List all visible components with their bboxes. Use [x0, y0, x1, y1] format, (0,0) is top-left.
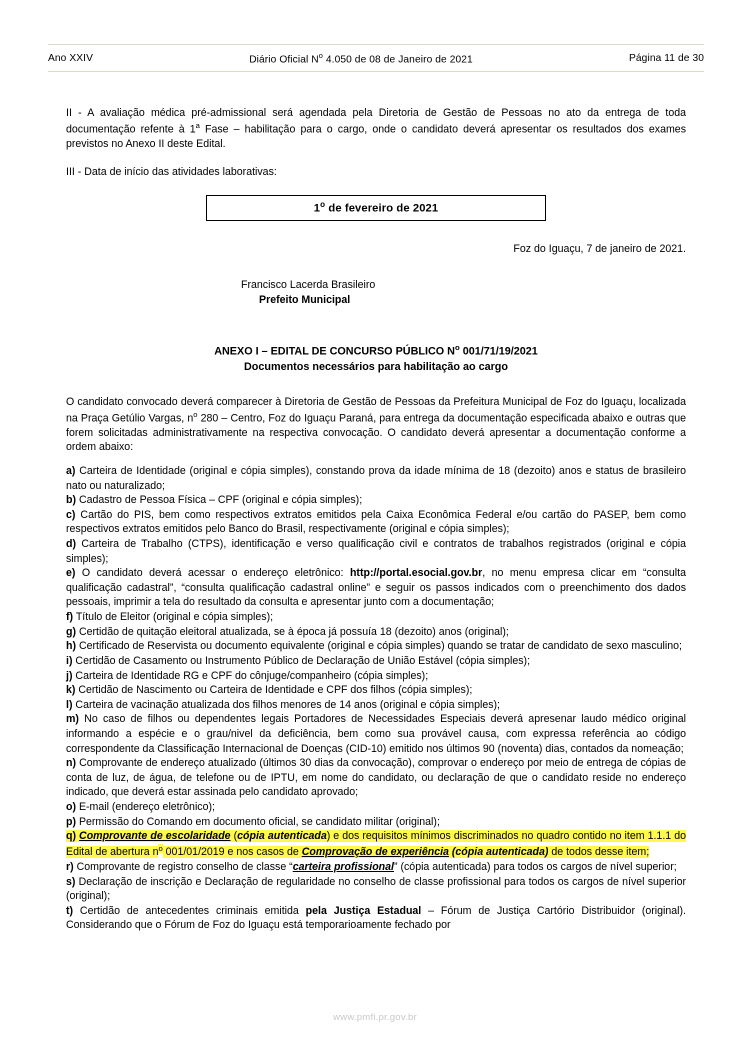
list-item: [66, 654, 686, 669]
item-r-emphasis-carteira: carteira profissional: [292, 860, 394, 873]
start-date-pre: 1: [313, 202, 321, 215]
intro-superscript: o: [193, 409, 198, 419]
item-label-p: p): [66, 815, 76, 828]
list-item: [66, 698, 686, 713]
annex-title: [66, 342, 686, 375]
item-label-t: t): [66, 904, 74, 917]
item-text-e-part1: O candidato deverá acessar o endereço eletrônico:: [75, 567, 350, 580]
clause-II-superscript: a: [195, 120, 200, 130]
list-item: [66, 683, 686, 698]
item-label-c: c): [66, 508, 76, 521]
item-r-text2: ” (cópia autenticada) para todos os cargos de nível superior;: [394, 860, 677, 873]
item-text-a: Carteira de Identidade (original e cópia simples), constando prova da idade mínima de 18 (dezoito) anos e status de brasileiro nato ou naturalizado;: [66, 464, 686, 492]
footer-url: www.pmfi.pr.gov.br: [333, 1012, 417, 1023]
item-text-k: Certidão de Nascimento ou Carteira de Identidade e CPF dos filhos (cópia simples);: [75, 684, 473, 697]
intro-paragraph: [66, 395, 686, 455]
item-label-q: q): [66, 830, 76, 843]
header-year: Ano XXIV: [48, 52, 93, 64]
document-body: [66, 106, 686, 933]
annex-title-line1: [66, 342, 686, 360]
item-text-o: E-mail (endereço eletrônico);: [76, 801, 215, 813]
item-q-text5: de todos desse item;: [548, 846, 650, 859]
list-item: [66, 815, 686, 830]
item-label-b: b): [66, 494, 76, 507]
list-item: [66, 639, 686, 654]
item-text-b: Cadastro de Pessoa Física – CPF (original e cópia simples);: [76, 494, 363, 507]
item-t-text1: Certidão de antecedentes criminais emitida: [73, 904, 306, 917]
list-item: [66, 464, 686, 493]
item-label-m: m): [66, 713, 79, 726]
item-text-j: Carteira de Identidade RG e CPF do cônjuge/companheiro (cópia simples);: [72, 669, 429, 682]
item-q-superscript: o: [158, 843, 163, 853]
clause-II-part2: Fase – habilitação para o cargo, onde o candidato deverá apresentar os resultados dos exames previstos no Anexo II deste Edital.: [66, 123, 686, 150]
item-label-i: i): [66, 654, 73, 667]
item-q-emphasis-comprovacao: Comprovação de experiência: [301, 846, 449, 859]
item-t-emphasis-justica: pela Justiça Estadual: [305, 904, 422, 917]
list-item: [66, 712, 686, 756]
item-label-f: f): [66, 611, 74, 624]
start-date-post: de fevereiro de 2021: [325, 202, 439, 215]
list-item: [66, 610, 686, 625]
list-item: [66, 537, 686, 566]
list-item: [66, 493, 686, 508]
signature-name: Francisco Lacerda Brasileiro: [241, 278, 376, 291]
annex-title-pre: ANEXO I – EDITAL DE CONCURSO PÚBLICO N: [214, 345, 455, 358]
clause-II-part1: II - A avaliação médica pré-admissional será agendada pela Diretoria de Gestão de Pessoas no ato da entrega de toda documentação refente à 1: [66, 107, 686, 136]
item-label-g: g): [66, 625, 76, 638]
item-q-emphasis-copia2: (cópia autenticada): [451, 846, 549, 859]
list-item: [66, 566, 686, 610]
clause-II: [66, 106, 686, 151]
item-q-emphasis-escolaridade: Comprovante de escolaridade: [79, 830, 231, 843]
item-text-s: Declaração de inscrição e Declaração de regularidade no conselho de classe profissional para todos os cargos de nível superior (original);: [66, 875, 686, 903]
header-title-superscript: o: [318, 50, 323, 60]
item-text-h: Certificado de Reservista ou documento equivalente (original e cópia simples) quando se tratar de candidato de sexo masculino;: [76, 640, 682, 653]
intro-part1: O candidato convocado deverá comparecer à Diretoria de Gestão de Pessoas da Prefeitura Municipal de Foz do Iguaçu, localizada na Praça Getúlio Vargas, n: [66, 396, 686, 425]
annex-title-post: 001/71/19/2021: [459, 345, 538, 358]
spacer: [66, 151, 686, 165]
page-header: [48, 44, 704, 72]
annex-title-superscript: o: [454, 342, 460, 352]
header-page-number: Página 11 de 30: [629, 52, 704, 64]
annex-title-line2: Documentos necessários para habilitação ao cargo: [243, 360, 509, 373]
list-item: [66, 800, 686, 815]
list-item: [66, 904, 686, 933]
item-label-r: r): [66, 860, 74, 873]
item-text-l: Carteira de vacinação atualizada dos filhos menores de 14 anos (original e cópia simples);: [72, 698, 501, 711]
item-label-j: j): [66, 669, 73, 682]
item-text-g: Certidão de quitação eleitoral atualizada, se à época já possuía 18 (dezoito) anos (original);: [76, 625, 509, 638]
item-text-m: No caso de filhos ou dependentes legais Portadores de Necessidades Especiais deverá apresenar laudo médico original informando a espécie e o grau/nivel da deficiência, bem como sua provável causa, com expressa referência ao código correspondente da Classificação Internacional de Doenças (CID-10) emitido nos últimos 90 (noventa) dias, contados da nomeação;: [66, 713, 686, 755]
header-title-pre: Diário Oficial N: [249, 54, 319, 66]
item-text-d: Carteira de Trabalho (CTPS), identificação e verso qualificação civil e contratos de trabalhos registrados (original e cópia simples);: [66, 538, 686, 565]
spacer: [66, 455, 686, 464]
list-item-highlighted: [66, 829, 686, 860]
list-item: [66, 508, 686, 537]
start-date-box-wrapper: [66, 195, 686, 221]
item-q-text2: ) e dos requisitos mínimos discriminados no quadro contido no item 1.1.1 do Edital de abertura n: [66, 830, 686, 859]
item-r-text1: Comprovante de registro conselho de classe “: [73, 860, 293, 873]
locale-date: Foz do Iguaçu, 7 de janeiro de 2021.: [513, 242, 686, 255]
item-label-h: h): [66, 640, 76, 653]
item-q-text3: 001/01/2019 e nos casos de: [162, 846, 302, 859]
signature-block: [66, 278, 686, 308]
item-label-e: e): [66, 567, 76, 580]
clause-III: III - Data de início das atividades laborativas:: [66, 166, 277, 179]
intro-part2: 280 – Centro, Foz do Iguaçu Paraná, para entrega da documentação especificada abaixo e outras que forem solicitadas administrativamente na respectiva convocação. O candidato deverá apresentar a documentação conforme a ordem abaixo:: [66, 412, 686, 454]
item-label-s: s): [66, 875, 76, 888]
item-label-n: n): [66, 757, 76, 770]
item-label-a: a): [66, 464, 76, 477]
esocial-url[interactable]: http://portal.esocial.gov.br: [349, 567, 483, 580]
start-date-box: [206, 195, 546, 221]
item-text-i: Certidão de Casamento ou Instrumento Público de Declaração de União Estável (cópia simples);: [72, 654, 531, 667]
list-item: [66, 756, 686, 800]
item-label-k: k): [66, 684, 76, 697]
item-text-e-part2: , no menu empresa clicar em “consulta qualificação cadastral”, “consulta qualificação cadastral online” e seguir os passos indicados com o preenchimento dos dados pessoais, imprimir a tela do resultado da consulta e apresentar junto com a documentação;: [66, 567, 686, 609]
item-q-emphasis-copia: cópia autenticada: [237, 830, 327, 843]
list-item: [66, 625, 686, 640]
item-text-p: Permissão do Comando em documento oficial, se candidato militar (original);: [76, 815, 440, 828]
item-text-c: Cartão do PIS, bem como respectivos extratos emitidos pela Caixa Econômica Federal e/ou cartão do PASEP, bem como respectivos extratos emitidos pelo Banco do Brasil, respectivamente (original e cópia simples);: [66, 508, 686, 536]
item-t-text2: – Fórum de Justiça Cartório Distribuidor (original). Considerando que o Fórum de Foz do Iguaçu está temporarioamente fechado por: [66, 904, 687, 932]
start-date-superscript: o: [320, 199, 326, 209]
item-q-text1: (: [230, 830, 238, 843]
item-text-f: Título de Eleitor (original e cópia simples);: [73, 611, 274, 624]
header-title: [93, 51, 629, 65]
item-label-o: o): [66, 801, 76, 813]
item-label-l: l): [66, 698, 73, 711]
list-item: [66, 860, 686, 875]
page-footer: [0, 1012, 750, 1023]
spacer: [66, 375, 686, 395]
signature-role: Prefeito Municipal: [259, 293, 351, 306]
list-item: [66, 875, 686, 904]
header-title-post: 4.050 de 08 de Janeiro de 2021: [322, 54, 473, 66]
list-item: [66, 669, 686, 684]
item-label-d: d): [66, 538, 76, 551]
item-text-n: Comprovante de endereço atualizado (últimos 30 dias da convocação), comprovar o endereço por meio de entrega de cópias de conta de luz, de água, de telefone ou de IPTU, em nome do candidato, ou declaração de que o candidato reside no endereço indicado, que deverá estar assinada pelo candidato aprovado;: [66, 757, 686, 799]
